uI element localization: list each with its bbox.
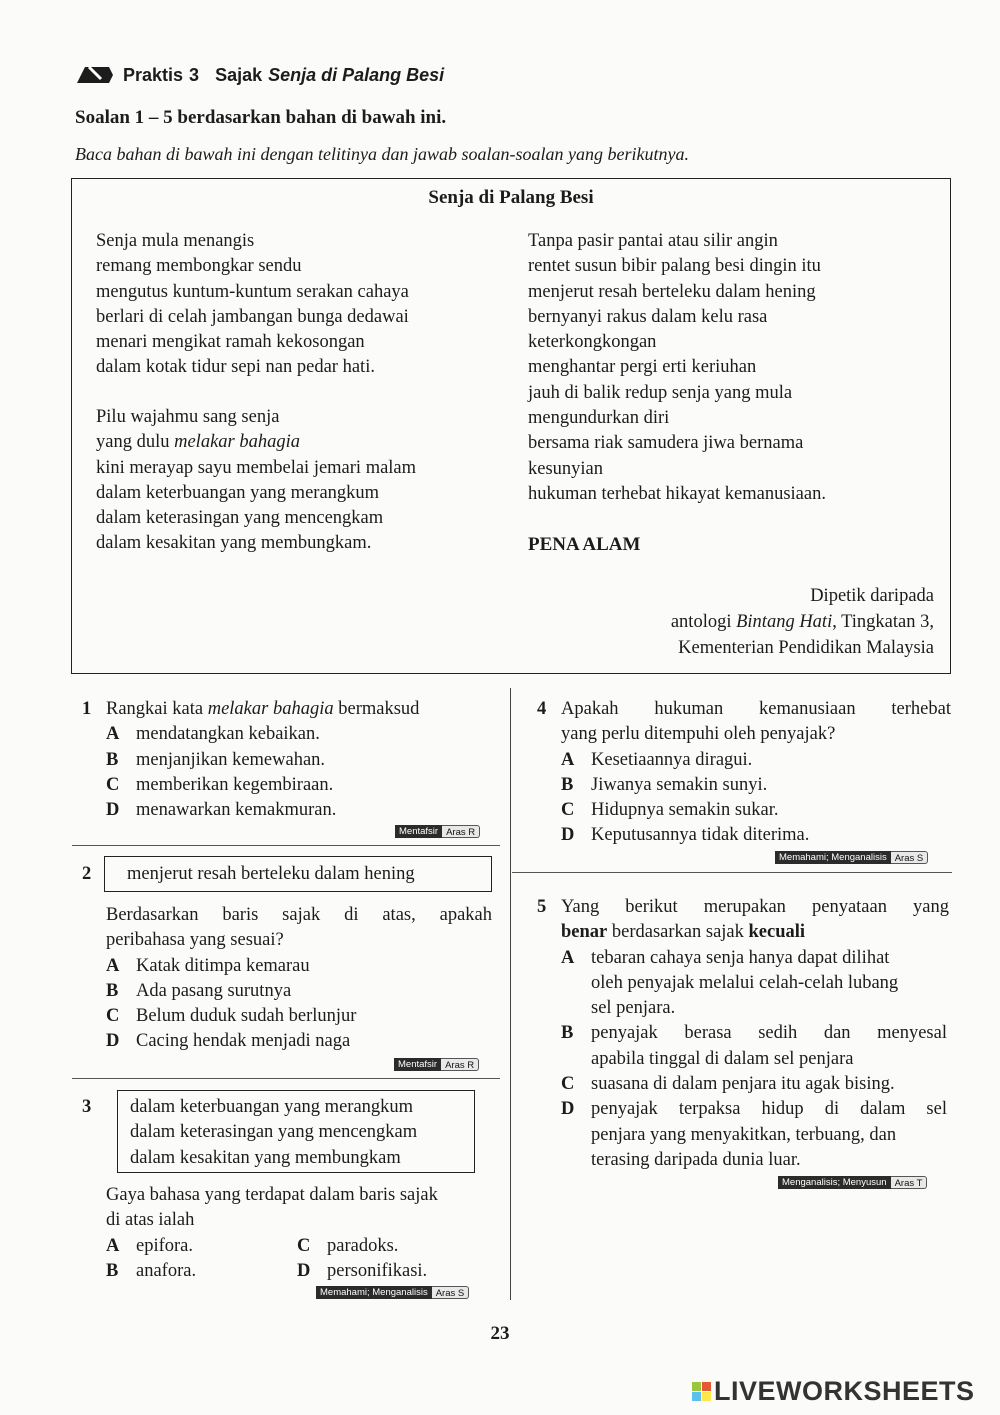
poem-line: bernyanyi rakus dalam kelu rasa	[528, 306, 768, 327]
option-b[interactable]	[106, 748, 492, 773]
option-letter: A	[106, 724, 120, 745]
question-3-options-left	[106, 1234, 196, 1285]
source-line-tail: , Tingkatan 3,	[832, 612, 934, 632]
instruction-text: Baca bahan di bawah ini dengan telitinya dan jawab soalan-soalan yang berikutnya.	[75, 144, 689, 164]
poem-line: dalam kotak tidur sepi nan pedar hati.	[96, 357, 375, 378]
poem-line: menghantar pergi erti keriuhan	[528, 357, 757, 378]
aras-label: Aras R	[442, 825, 480, 838]
option-letter: B	[561, 774, 574, 795]
option-b[interactable]	[106, 979, 492, 1004]
option-line: sel penjara.	[591, 998, 676, 1019]
option-a[interactable]	[106, 1234, 196, 1259]
question-4	[537, 697, 951, 849]
option-d[interactable]	[106, 1029, 492, 1054]
option-letter: B	[106, 980, 119, 1001]
option-letter: B	[106, 1261, 119, 1282]
skill-label: Memahami; Menganalisis	[316, 1286, 432, 1299]
source-line: Dipetik daripada	[810, 586, 934, 606]
option-text: Kesetiaannya diragui.	[591, 749, 753, 770]
source-line-plain: antologi	[670, 612, 737, 632]
option-line: suasana di dalam penjara itu agak bising.	[591, 1074, 895, 1095]
skill-tag	[778, 1176, 927, 1189]
skill-label: Mentafsir	[395, 825, 442, 838]
option-b[interactable]	[106, 1259, 196, 1284]
option-line: penyajak berasa sedih dan menyesal	[591, 1023, 947, 1044]
skill-label: Mentafsir	[394, 1058, 441, 1071]
option-text: Keputusannya tidak diterima.	[591, 825, 810, 846]
practice-arrow-icon	[75, 63, 115, 87]
questions-heading: Soalan 1 – 5 berdasarkan bahan di bawah ini.	[75, 107, 447, 128]
option-text: menawarkan kemakmuran.	[136, 800, 337, 821]
stem-text: di atas ialah	[106, 1210, 195, 1231]
question-1-stem	[82, 697, 492, 722]
question-3-options-right	[297, 1234, 427, 1285]
option-text: personifikasi.	[327, 1261, 428, 1282]
poem-line: kini merayap sayu membelai jemari malam	[96, 457, 417, 478]
question-number: 1	[82, 699, 92, 719]
skill-tag	[316, 1286, 469, 1299]
question-number: 2	[82, 864, 92, 884]
stem-text: yang perlu ditempuhi oleh penyajak?	[561, 724, 836, 745]
question-4-stem	[537, 697, 951, 722]
option-b[interactable]	[537, 1021, 951, 1072]
option-text: Hidupnya semakin sukar.	[591, 800, 779, 821]
stem-bold: benar	[561, 922, 608, 943]
skill-tag	[395, 825, 480, 838]
poem-line: hukuman terhebat hikayat kemanusiaan.	[528, 483, 826, 504]
option-letter: B	[106, 749, 119, 770]
option-a[interactable]	[537, 946, 951, 1022]
option-c[interactable]	[537, 1072, 951, 1097]
option-letter: C	[106, 774, 120, 795]
source-line: Kementerian Pendidikan Malaysia	[678, 638, 934, 658]
question-number: 5	[537, 897, 547, 917]
option-letter: A	[106, 1236, 120, 1256]
poem-left-stanza-2	[96, 405, 416, 557]
stem-bold: kecuali	[748, 922, 806, 943]
skill-label: Memahami; Menganalisis	[775, 851, 891, 864]
poem-line: rentet susun bibir palang besi dingin itu	[528, 256, 821, 277]
question-separator	[512, 872, 952, 873]
aras-label: Aras T	[891, 1176, 928, 1189]
poem-line: dalam keterbuangan yang merangkum	[96, 482, 380, 503]
stem-text: Gaya bahasa yang terdapat dalam baris sajak	[106, 1185, 438, 1205]
option-letter: C	[106, 1006, 120, 1027]
poem-line: keterkongkongan	[528, 332, 657, 353]
question-number: 3	[82, 1097, 92, 1117]
option-a[interactable]	[106, 722, 492, 747]
option-c[interactable]	[106, 773, 492, 798]
option-c[interactable]	[106, 1004, 492, 1029]
question-5-stem	[537, 895, 951, 920]
skill-label: Menganalisis; Menyusun	[778, 1176, 891, 1189]
option-text: paradoks.	[327, 1236, 399, 1256]
option-text: Jiwanya semakin sunyi.	[591, 774, 768, 795]
question-5	[537, 895, 951, 1173]
option-line: terasing daripada dunia luar.	[591, 1149, 801, 1170]
option-line: apabila tinggal di dalam sel penjara	[591, 1048, 854, 1069]
option-text: Ada pasang surutnya	[136, 980, 292, 1001]
section-title	[75, 62, 444, 88]
option-letter: D	[106, 800, 120, 821]
option-text: Katak ditimpa kemarau	[136, 955, 310, 976]
liveworksheets-logo[interactable]	[692, 1376, 975, 1407]
option-d[interactable]	[561, 823, 951, 848]
skill-tag	[775, 851, 928, 864]
quote-box	[117, 1090, 475, 1173]
poet-name: PENA ALAM	[528, 534, 641, 555]
option-c[interactable]	[297, 1234, 427, 1259]
brand-name: LIVEWORKSHEETS	[714, 1376, 975, 1406]
stem-italic: melakar bahagia	[207, 699, 334, 719]
quote-line: dalam kesakitan yang membungkam	[130, 1147, 401, 1168]
question-3-body	[106, 1183, 498, 1234]
option-d[interactable]	[297, 1259, 427, 1284]
praktis-number: 3	[189, 64, 200, 85]
option-text: Cacing hendak menjadi naga	[136, 1031, 351, 1052]
aras-label: Aras S	[432, 1286, 470, 1299]
poem-title: Senja di Palang Besi	[428, 187, 594, 208]
praktis-label: Praktis	[123, 64, 184, 85]
stem-line-2	[537, 920, 951, 945]
poem-source	[671, 583, 934, 661]
poem-left-stanza-1	[96, 229, 409, 381]
poem-line: bersama riak samudera jiwa bernama	[528, 433, 804, 454]
quote-box: menjerut resah berteleku dalam hening	[104, 856, 492, 892]
question-2-body	[106, 903, 492, 1055]
poem-line: menjerut resah berteleku dalam hening	[528, 281, 816, 302]
option-line: penyajak terpaksa hidup di dalam sel	[591, 1099, 947, 1120]
option-d[interactable]	[106, 798, 492, 823]
option-b[interactable]	[561, 773, 951, 798]
option-c[interactable]	[561, 798, 951, 823]
question-1	[82, 697, 492, 823]
poem-line: kesunyian	[528, 458, 604, 479]
poem-line: mengutus kuntum-kuntum serakan cahaya	[96, 281, 409, 302]
poem-line: berlari di celah jambangan bunga dedawai	[96, 306, 409, 327]
poem-box	[71, 178, 951, 674]
poem-line: remang membongkar sendu	[96, 256, 302, 277]
option-letter: D	[561, 825, 575, 846]
sajak-label: Sajak	[215, 64, 263, 85]
stem-text: Rangkai kata	[106, 699, 208, 719]
option-letter: D	[297, 1261, 311, 1282]
skill-tag	[394, 1058, 479, 1071]
question-number: 4	[537, 699, 547, 719]
poem-line: Senja mula menangis	[96, 231, 255, 251]
stem-text: Apakah hukuman kemanusiaan terhebat	[561, 699, 951, 719]
option-letter: A	[106, 955, 120, 976]
poem-line: dalam kesakitan yang membungkam.	[96, 533, 372, 554]
poem-right-stanza	[528, 229, 826, 507]
stem-text: bermaksud	[333, 699, 420, 719]
question-separator	[72, 845, 500, 846]
option-a[interactable]	[106, 954, 492, 979]
logo-grid-icon	[692, 1382, 711, 1401]
option-text: memberikan kegembiraan.	[136, 774, 334, 795]
aras-label: Aras R	[441, 1058, 479, 1071]
poem-line-italic: melakar bahagia	[174, 432, 300, 453]
option-letter: C	[561, 1074, 575, 1095]
option-letter: A	[561, 749, 575, 770]
option-d[interactable]	[537, 1097, 951, 1173]
sajak-title: Senja di Palang Besi	[268, 64, 445, 85]
option-text: anafora.	[136, 1261, 197, 1282]
stem-text: peribahasa yang sesuai?	[106, 930, 284, 951]
quote-line: dalam keterbuangan yang merangkum	[130, 1097, 414, 1117]
option-line: tebaran cahaya senja hanya dapat dilihat	[591, 947, 890, 968]
page-number: 23	[490, 1323, 510, 1344]
poem-line: Tanpa pasir pantai atau silir angin	[528, 231, 778, 251]
poem-line: jauh di balik redup senja yang mula	[528, 382, 793, 403]
option-line: penjara yang menyakitkan, terbuang, dan	[591, 1124, 897, 1145]
option-text: mendatangkan kebaikan.	[136, 724, 320, 745]
poem-line	[96, 430, 416, 455]
source-line	[671, 609, 934, 635]
quote-line: dalam keterasingan yang mencengkam	[130, 1122, 418, 1143]
stem-text: berdasarkan sajak	[607, 922, 749, 943]
source-book-title: Bintang Hati	[736, 612, 833, 632]
question-separator	[72, 1078, 500, 1079]
option-letter: C	[561, 800, 575, 821]
stem-text: Yang berikut merupakan penyataan yang	[561, 897, 949, 917]
option-letter: C	[297, 1236, 311, 1256]
poem-line: mengundurkan diri	[528, 408, 670, 429]
option-text: Belum duduk sudah berlunjur	[136, 1006, 357, 1027]
option-letter: D	[106, 1031, 120, 1052]
poem-line: menari mengikat ramah kekosongan	[96, 332, 365, 353]
stem-text: Berdasarkan baris sajak di atas, apakah	[106, 905, 492, 925]
aras-label: Aras S	[891, 851, 929, 864]
column-divider	[510, 688, 511, 1300]
poem-line-plain: yang dulu	[96, 432, 175, 453]
option-line: oleh penyajak melalui celah-celah lubang	[591, 972, 899, 993]
option-text: epifora.	[136, 1236, 194, 1256]
option-letter: A	[561, 947, 575, 968]
poem-line: dalam keterasingan yang mencengkam	[96, 508, 384, 529]
option-letter: B	[561, 1023, 574, 1044]
poem-line: Pilu wajahmu sang senja	[96, 407, 280, 427]
option-a[interactable]	[561, 748, 951, 773]
option-letter: D	[561, 1099, 575, 1120]
option-text: menjanjikan kemewahan.	[136, 749, 326, 770]
